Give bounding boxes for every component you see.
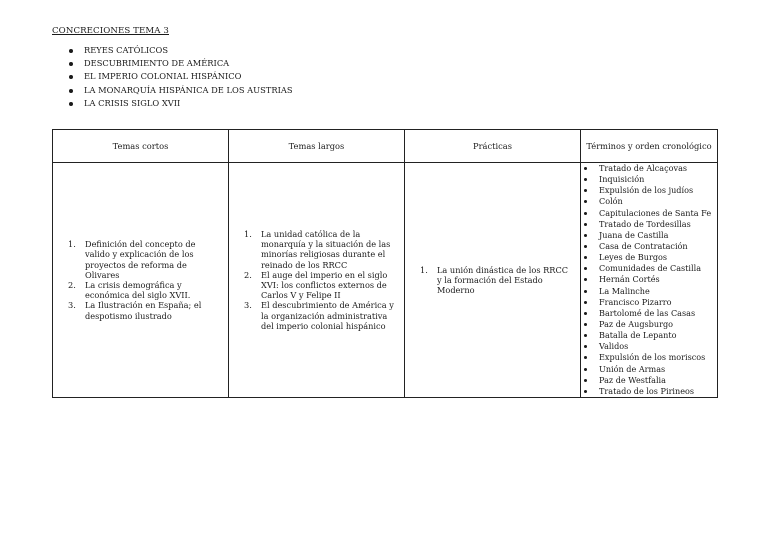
list-item [229,270,404,301]
item-number: 1. [420,264,428,275]
list-item [229,300,404,331]
cell-temas-largos [229,163,405,398]
table-header-row [53,130,718,163]
document-title: CONCRECIONES TEMA 3 [52,26,169,36]
term-item: Francisco Pizarro [581,297,717,308]
temas-cortos-list [53,239,228,321]
item-number: 1. [244,228,252,239]
header-temas-cortos: Temas cortos [53,130,229,163]
term-item: Batalla de Lepanto [581,330,717,341]
term-item: Expulsión de los moriscos [581,352,717,363]
item-number: 3. [68,300,76,311]
topic-list [52,44,293,110]
list-item [53,280,228,300]
item-text: La Ilustración en España; el despotismo ilustrado [85,300,202,321]
term-item: Tratado de Tordesillas [581,219,717,230]
term-item: Unión de Armas [581,364,717,375]
cell-terminos [581,163,718,398]
item-text: El auge del imperio en el siglo XVI: los conflictos externos de Carlos V y Felipe II [261,269,388,301]
cell-temas-cortos [53,163,229,398]
terminos-list [581,163,717,397]
item-text: La unidad católica de la monarquía y la situación de las minorías religiosas durante el reinado de los RRCC [261,228,391,270]
item-number: 2. [244,269,252,280]
header-terminos: Términos y orden cronológico [581,130,718,163]
term-item: Bartolomé de las Casas [581,308,717,319]
term-item: Colón [581,196,717,207]
topic-item: LA MONARQUÍA HISPÁNICA DE LOS AUSTRIAS [52,84,293,97]
list-item [229,229,404,270]
header-temas-largos: Temas largos [229,130,405,163]
list-item [53,239,228,280]
practicas-list [405,265,580,296]
item-text: La unión dinástica de los RRCC y la formación del Estado Moderno [437,264,568,296]
term-item: Comunidades de Castilla [581,263,717,274]
list-item [405,265,580,296]
item-text: El descubrimiento de América y la organización administrativa del imperio colonial hispánico [261,300,394,331]
table-row [53,163,718,398]
term-item: Paz de Westfalia [581,375,717,386]
header-practicas: Prácticas [405,130,581,163]
topic-item: DESCUBRIMIENTO DE AMÉRICA [52,57,293,70]
term-item: Expulsión de los judíos [581,185,717,196]
term-item: Paz de Augsburgo [581,319,717,330]
term-item: Casa de Contratación [581,241,717,252]
list-item [53,300,228,320]
term-item: Juana de Castilla [581,230,717,241]
term-item: Tratado de Alcaçovas [581,163,717,174]
topic-item: EL IMPERIO COLONIAL HISPÁNICO [52,70,293,83]
term-item: Capitulaciones de Santa Fe [581,208,717,219]
item-number: 1. [68,239,76,250]
item-number: 3. [244,300,252,311]
topic-item: REYES CATÓLICOS [52,44,293,57]
term-item: Hernán Cortés [581,274,717,285]
item-number: 2. [68,280,76,290]
topic-item: LA CRISIS SIGLO XVII [52,97,293,110]
term-item: Tratado de los Pirineos [581,386,717,397]
term-item: Validos [581,341,717,352]
term-item: La Malinche [581,286,717,297]
cell-practicas [405,163,581,398]
temas-largos-list [229,229,404,331]
term-item: Inquisición [581,174,717,185]
item-text: Definición del concepto de valido y explicación de los proyectos de reforma de Olivares [85,239,196,280]
term-item: Leyes de Burgos [581,252,717,263]
item-text: La crisis demográfica y económica del siglo XVII. [85,280,191,301]
concreciones-table [52,129,718,398]
